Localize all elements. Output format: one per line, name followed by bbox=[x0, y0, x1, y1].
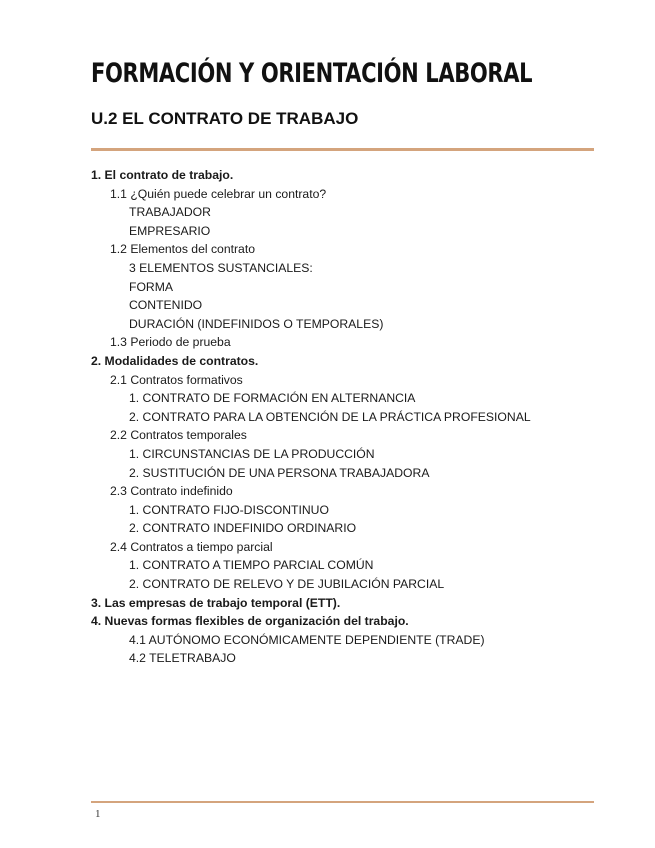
toc-line-level-2: 3 ELEMENTOS SUSTANCIALES: bbox=[129, 260, 313, 275]
toc-line-level-2: 2. CONTRATO DE RELEVO Y DE JUBILACIÓN PARCIAL bbox=[129, 577, 445, 592]
table-of-contents bbox=[91, 166, 631, 668]
toc-line-level-2: 1. CONTRATO DE FORMACIÓN EN ALTERNANCIA bbox=[129, 391, 416, 406]
toc-line-level-3: 4.2 TELETRABAJO bbox=[129, 651, 236, 666]
toc-line-level-1: 1.1 ¿Quién puede celebrar un contrato? bbox=[110, 186, 327, 201]
unit-title: U.2 EL CONTRATO DE TRABAJO bbox=[91, 109, 359, 128]
toc-line-level-2: 1. CIRCUNSTANCIAS DE LA PRODUCCIÓN bbox=[129, 446, 375, 461]
toc-line-level-2: 1. CONTRATO A TIEMPO PARCIAL COMÚN bbox=[129, 558, 374, 573]
toc-line-level-2: EMPRESARIO bbox=[129, 223, 211, 238]
toc-line-level-2: TRABAJADOR bbox=[129, 205, 211, 220]
toc-line-level-1: 2.4 Contratos a tiempo parcial bbox=[110, 539, 273, 554]
toc-line-level-3: 4.1 AUTÓNOMO ECONÓMICAMENTE DEPENDIENTE (TRADE) bbox=[129, 632, 485, 647]
header-divider bbox=[91, 148, 594, 151]
document-title: FORMACIÓN Y ORIENTACIÓN LABORAL bbox=[91, 58, 533, 89]
toc-line-level-2: FORMA bbox=[129, 279, 174, 294]
toc-line-level-1: 1.3 Periodo de prueba bbox=[110, 335, 231, 350]
toc-line-level-2: 1. CONTRATO FIJO-DISCONTINUO bbox=[129, 502, 329, 517]
toc-line-level-1: 1.2 Elementos del contrato bbox=[110, 242, 255, 257]
toc-line-level-1: 2.2 Contratos temporales bbox=[110, 428, 247, 443]
footer-divider bbox=[91, 801, 594, 803]
toc-line-level-2: 2. CONTRATO INDEFINIDO ORDINARIO bbox=[129, 521, 357, 536]
toc-line-level-0: 3. Las empresas de trabajo temporal (ETT). bbox=[91, 595, 341, 610]
toc-line-level-2: 2. CONTRATO PARA LA OBTENCIÓN DE LA PRÁCTICA PROFESIONAL bbox=[129, 409, 531, 424]
toc-line-level-1: 2.3 Contrato indefinido bbox=[110, 484, 233, 499]
page-number: 1 bbox=[95, 808, 101, 820]
toc-line-level-2: 2. SUSTITUCIÓN DE UNA PERSONA TRABAJADORA bbox=[129, 465, 430, 480]
toc-line-level-1: 2.1 Contratos formativos bbox=[110, 372, 243, 387]
toc-line-level-0: 4. Nuevas formas flexibles de organización del trabajo. bbox=[91, 614, 409, 629]
toc-line-level-2: DURACIÓN (INDEFINIDOS O TEMPORALES) bbox=[129, 316, 384, 331]
toc-line-level-2: CONTENIDO bbox=[129, 298, 203, 313]
toc-line-level-0: 1. El contrato de trabajo. bbox=[91, 168, 234, 182]
toc-line-level-0: 2. Modalidades de contratos. bbox=[91, 353, 259, 368]
